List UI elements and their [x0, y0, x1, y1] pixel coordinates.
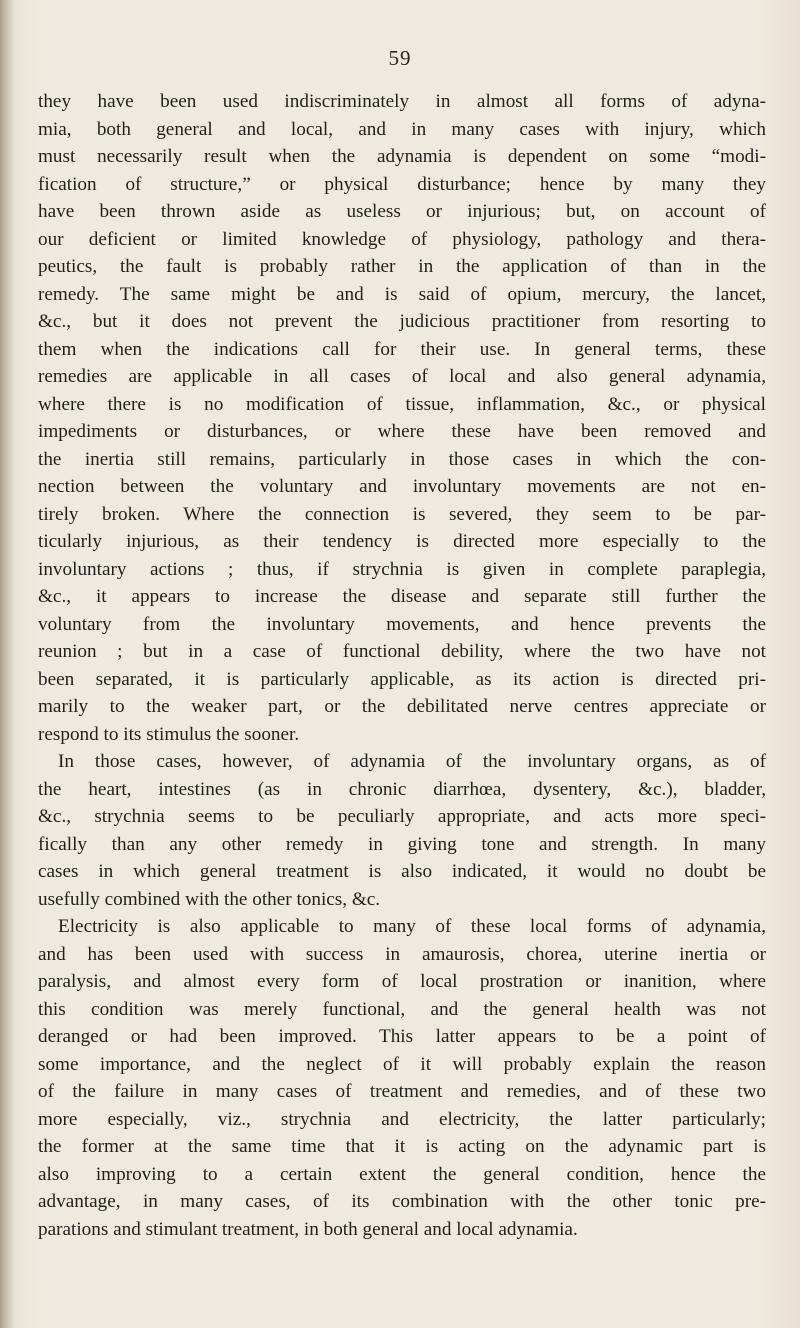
text-line: marily to the weaker part, or the debilitated nerve centres appreciate or: [38, 696, 766, 717]
text-line: respond to its stimulus the sooner.: [38, 723, 300, 745]
page-binding-shadow: [0, 0, 14, 1328]
text-line: the inertia still remains, particularly in those cases in which the con-: [38, 448, 766, 470]
text-line: fically than any other remedy in giving tone and strength. In many: [38, 833, 766, 855]
text-line: voluntary from the involuntary movements, and hence prevents the: [38, 613, 766, 635]
text-line: of the failure in many cases of treatment and remedies, and of these two: [38, 1081, 766, 1102]
text-line: been separated, it is particularly applicable, as its action is directed pri-: [38, 668, 766, 690]
body-text: [38, 88, 766, 1243]
text-line: paralysis, and almost every form of local prostration or inanition, where: [38, 971, 766, 992]
text-line: have been thrown aside as useless or injurious; but, on account of: [38, 201, 766, 222]
text-line: more especially, viz., strychnia and electricity, the latter particularly;: [38, 1108, 766, 1130]
text-line: and has been used with success in amaurosis, chorea, uterine inertia or: [38, 943, 766, 965]
text-line: &c., strychnia seems to be peculiarly appropriate, and acts more speci-: [38, 806, 766, 827]
text-line: remedy. The same might be and is said of opium, mercury, the lancet,: [38, 283, 766, 305]
text-line: peutics, the fault is probably rather in the application of than in the: [38, 256, 766, 277]
paragraph: [38, 913, 766, 1243]
paragraph: [38, 88, 766, 748]
text-line: them when the indications call for their use. In general terms, these: [38, 338, 766, 360]
text-line: some importance, and the neglect of it will probably explain the reason: [38, 1053, 766, 1075]
text-line: remedies are applicable in all cases of local and also general adynamia,: [38, 366, 766, 387]
text-line: the heart, intestines (as in chronic diarrhœa, dysentery, &c.), bladder,: [38, 778, 766, 800]
text-line: parations and stimulant treatment, in both general and local adynamia.: [38, 1218, 578, 1240]
text-line: impediments or disturbances, or where these have been removed and: [38, 421, 766, 442]
text-line: Electricity is also applicable to many of these local forms of adynamia,: [58, 916, 766, 937]
text-line: our deficient or limited knowledge of physiology, pathology and thera-: [38, 228, 766, 250]
text-line: deranged or had been improved. This latter appears to be a point of: [38, 1026, 766, 1047]
page-number: 59: [388, 46, 412, 70]
text-line: involuntary actions ; thus, if strychnia is given in complete paraplegia,: [38, 558, 766, 580]
text-line: the former at the same time that it is acting on the adynamic part is: [38, 1136, 766, 1157]
text-line: mia, both general and local, and in many cases with injury, which: [38, 118, 766, 140]
text-line: fication of structure,” or physical disturbance; hence by many they: [38, 173, 766, 195]
text-line: advantage, in many cases, of its combination with the other tonic pre-: [38, 1191, 766, 1212]
text-line: they have been used indiscriminately in almost all forms of adyna-: [38, 91, 766, 112]
text-line: tirely broken. Where the connection is severed, they seem to be par-: [38, 503, 766, 525]
text-line: reunion ; but in a case of functional debility, where the two have not: [38, 641, 766, 662]
text-line: must necessarily result when the adynamia is dependent on some “modi-: [38, 146, 766, 167]
text-line: In those cases, however, of adynamia of the involuntary organs, as of: [58, 751, 766, 772]
paragraph: [38, 748, 766, 913]
text-line: nection between the voluntary and involuntary movements are not en-: [38, 476, 766, 497]
text-line: where there is no modification of tissue, inflammation, &c., or physical: [38, 393, 766, 415]
text-line: ticularly injurious, as their tendency is directed more especially to the: [38, 531, 766, 552]
text-line: this condition was merely functional, and the general health was not: [38, 998, 766, 1020]
text-line: usefully combined with the other tonics, &c.: [38, 888, 381, 910]
text-line: &c., but it does not prevent the judicious practitioner from resorting to: [38, 311, 766, 332]
text-line: also improving to a certain extent the general condition, hence the: [38, 1163, 766, 1185]
text-line: &c., it appears to increase the disease and separate still further the: [38, 586, 766, 607]
text-line: cases in which general treatment is also indicated, it would no doubt be: [38, 861, 766, 882]
